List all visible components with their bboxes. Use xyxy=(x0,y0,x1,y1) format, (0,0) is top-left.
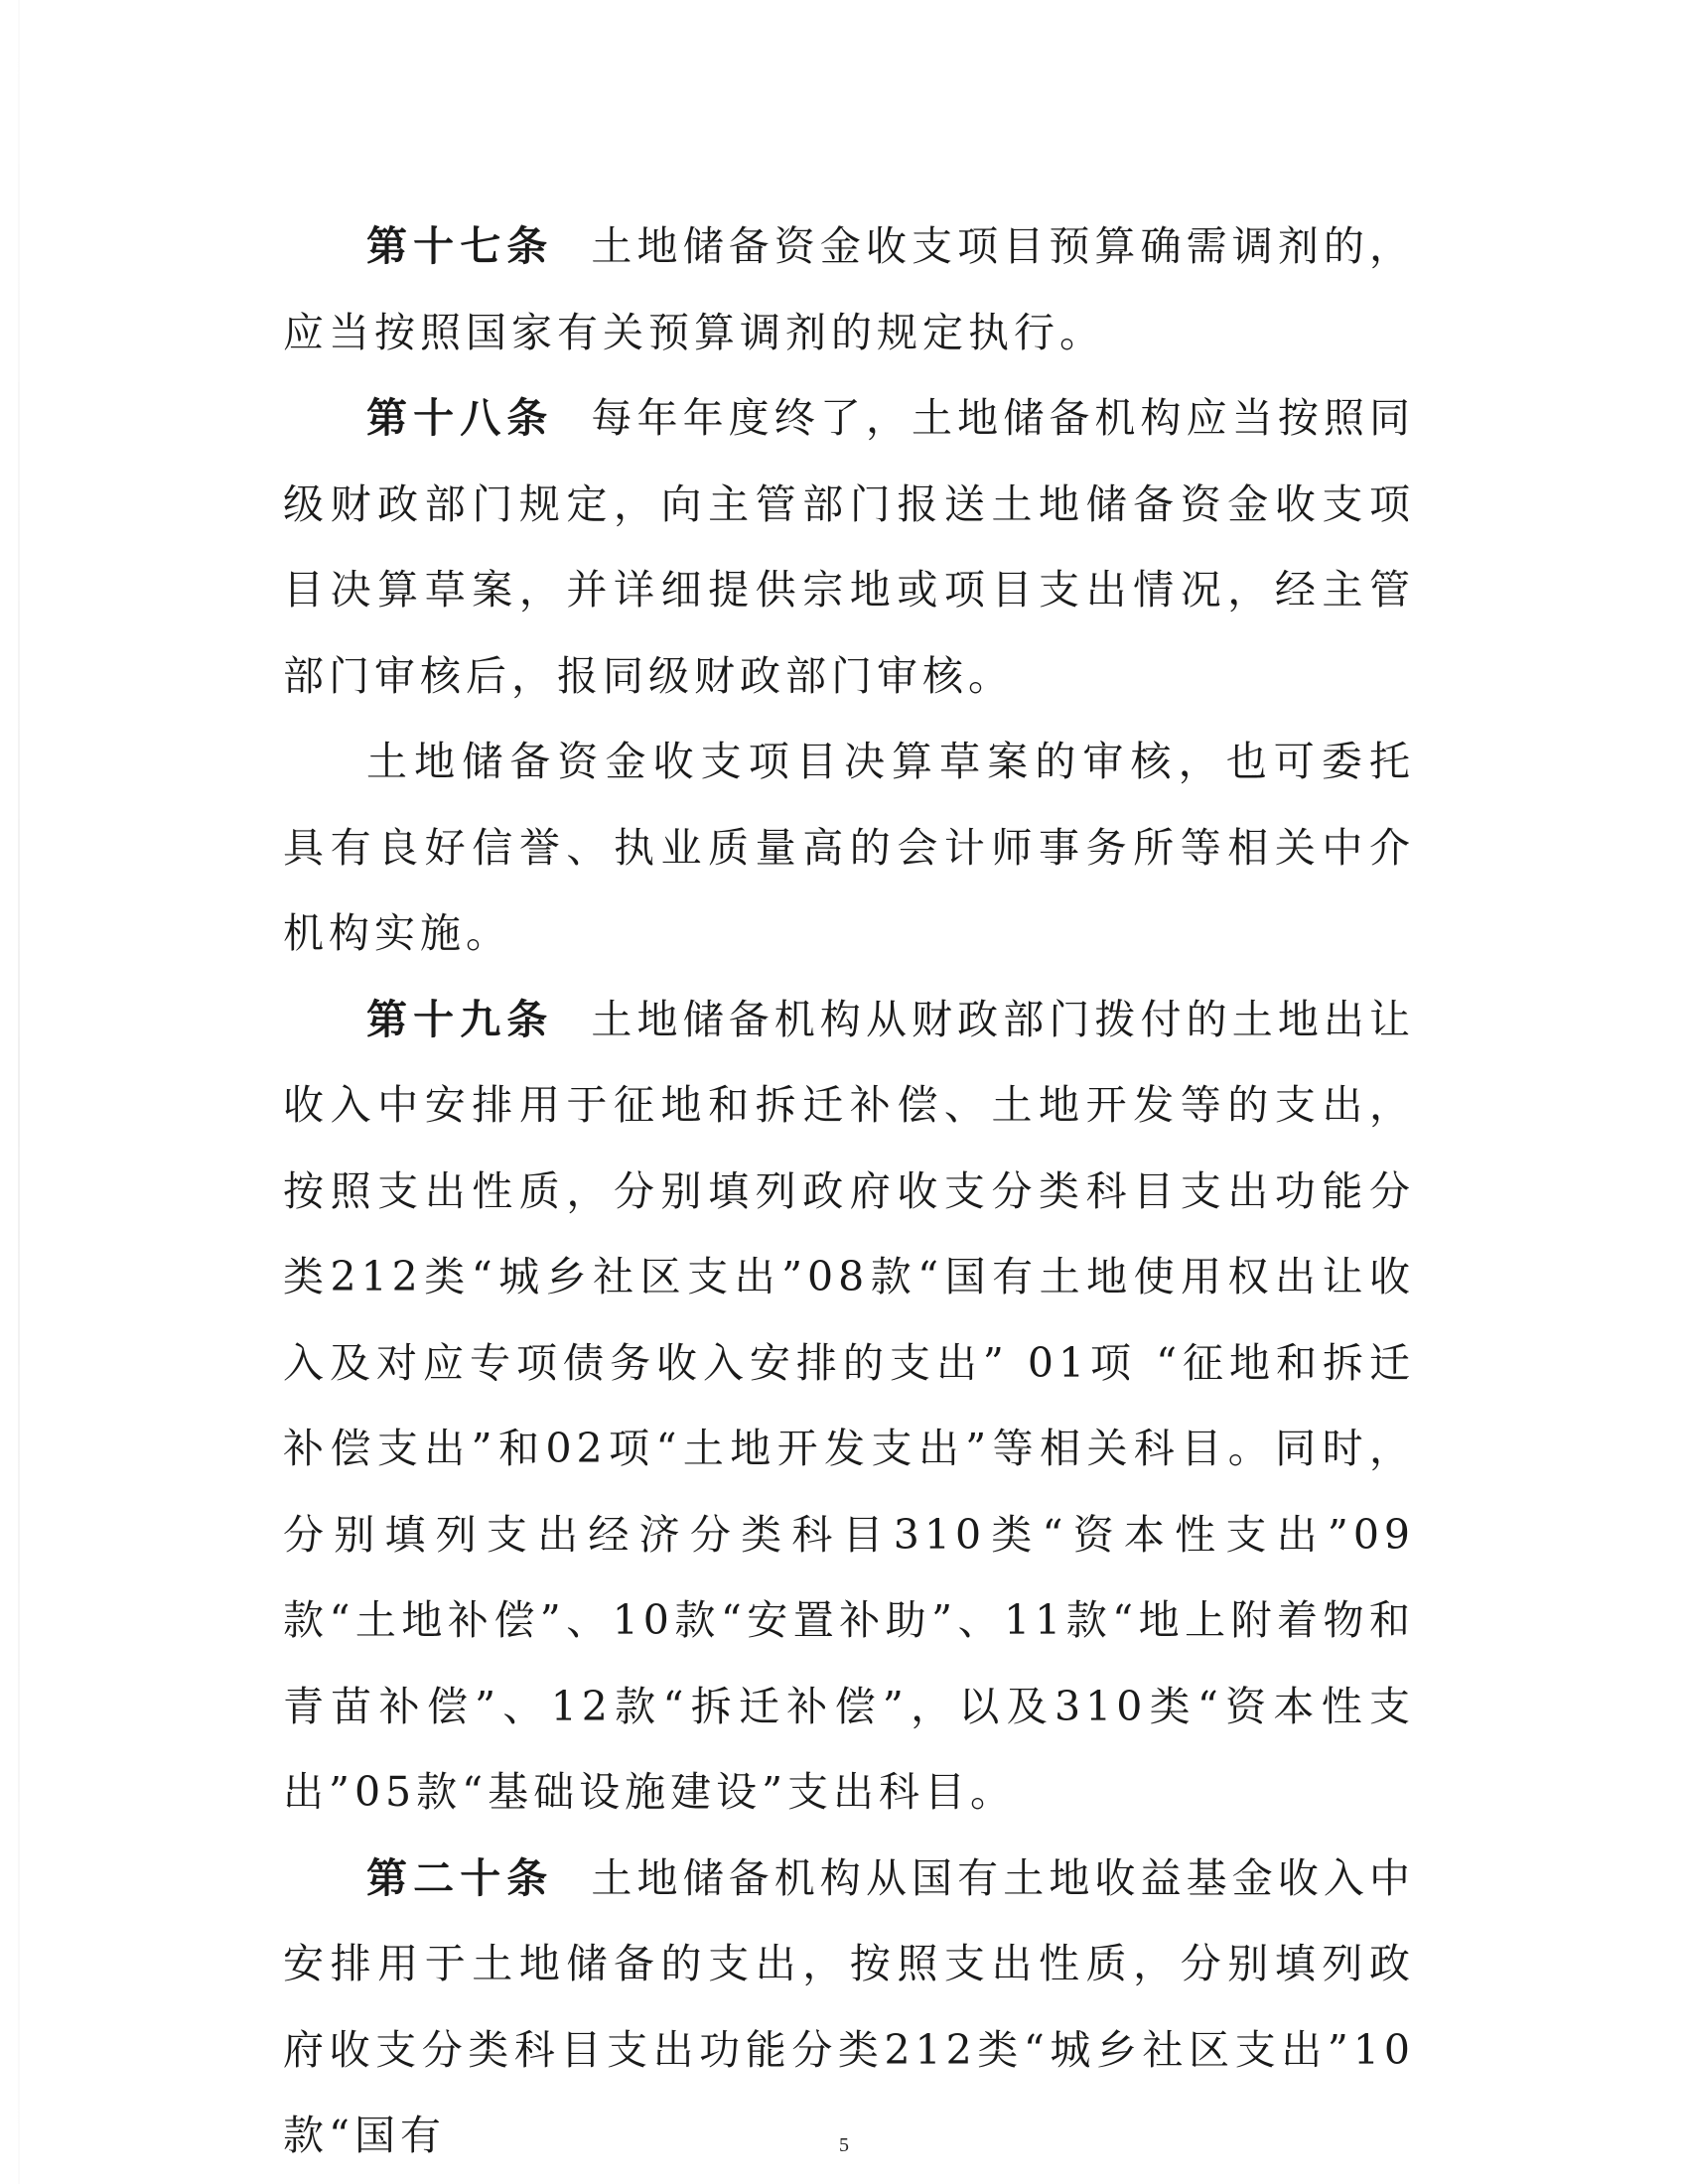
article-19-text: 土地储备机构从财政部门拨付的土地出让收入中安排用于征地和拆迁补偿、土地开发等的支出，按照支出性质，分别填列政府收支分类科目支出功能分类212类“城乡社区支出”08款“国有土地使用权出让收入及对应专项债务收入安排的支出” 01项 “征地和拆迁补偿支出”和02项“土地开发支出”等相关科目。同时，分别填列支出经济分类科目310类“资本性支出”09款“土地补偿”、10款“安置补助”、11款“地上附着物和青苗补偿”、12款“拆迁补偿”，以及310类“资本性支出”05款“基础设施建设”支出科目。 xyxy=(283,995,1416,1816)
article-18-heading: 第十八条 xyxy=(366,394,554,442)
article-20-text: 土地储备机构从国有土地收益基金收入中安排用于土地储备的支出，按照支出性质，分别填列政府收支分类科目支出功能分类212类“城乡社区支出”10款“国有 xyxy=(283,1853,1416,2159)
article-17-text: 土地储备资金收支项目预算确需调剂的，应当按照国家有关预算调剂的规定执行。 xyxy=(283,222,1416,356)
article-20-paragraph xyxy=(283,1836,1415,2179)
article-19-heading: 第十九条 xyxy=(366,995,554,1043)
document-body xyxy=(283,204,1415,2179)
article-20-heading: 第二十条 xyxy=(366,1853,554,1902)
article-18-continuation-paragraph xyxy=(283,719,1415,977)
scan-edge-shadow xyxy=(18,0,20,2184)
page-number: 5 xyxy=(839,2134,849,2156)
article-18-paragraph xyxy=(283,375,1415,719)
article-17-paragraph xyxy=(283,204,1415,375)
article-18-text: 每年年度终了，土地储备机构应当按照同级财政部门规定，向主管部门报送土地储备资金收支项目决算草案，并详细提供宗地或项目支出情况，经主管部门审核后，报同级财政部门审核。 xyxy=(283,394,1416,700)
article-19-paragraph xyxy=(283,977,1415,1836)
article-17-heading: 第十七条 xyxy=(366,222,554,270)
article-18-continuation-text: 土地储备资金收支项目决算草案的审核，也可委托具有良好信誉、执业质量高的会计师事务所等相关中介机构实施。 xyxy=(283,738,1415,957)
